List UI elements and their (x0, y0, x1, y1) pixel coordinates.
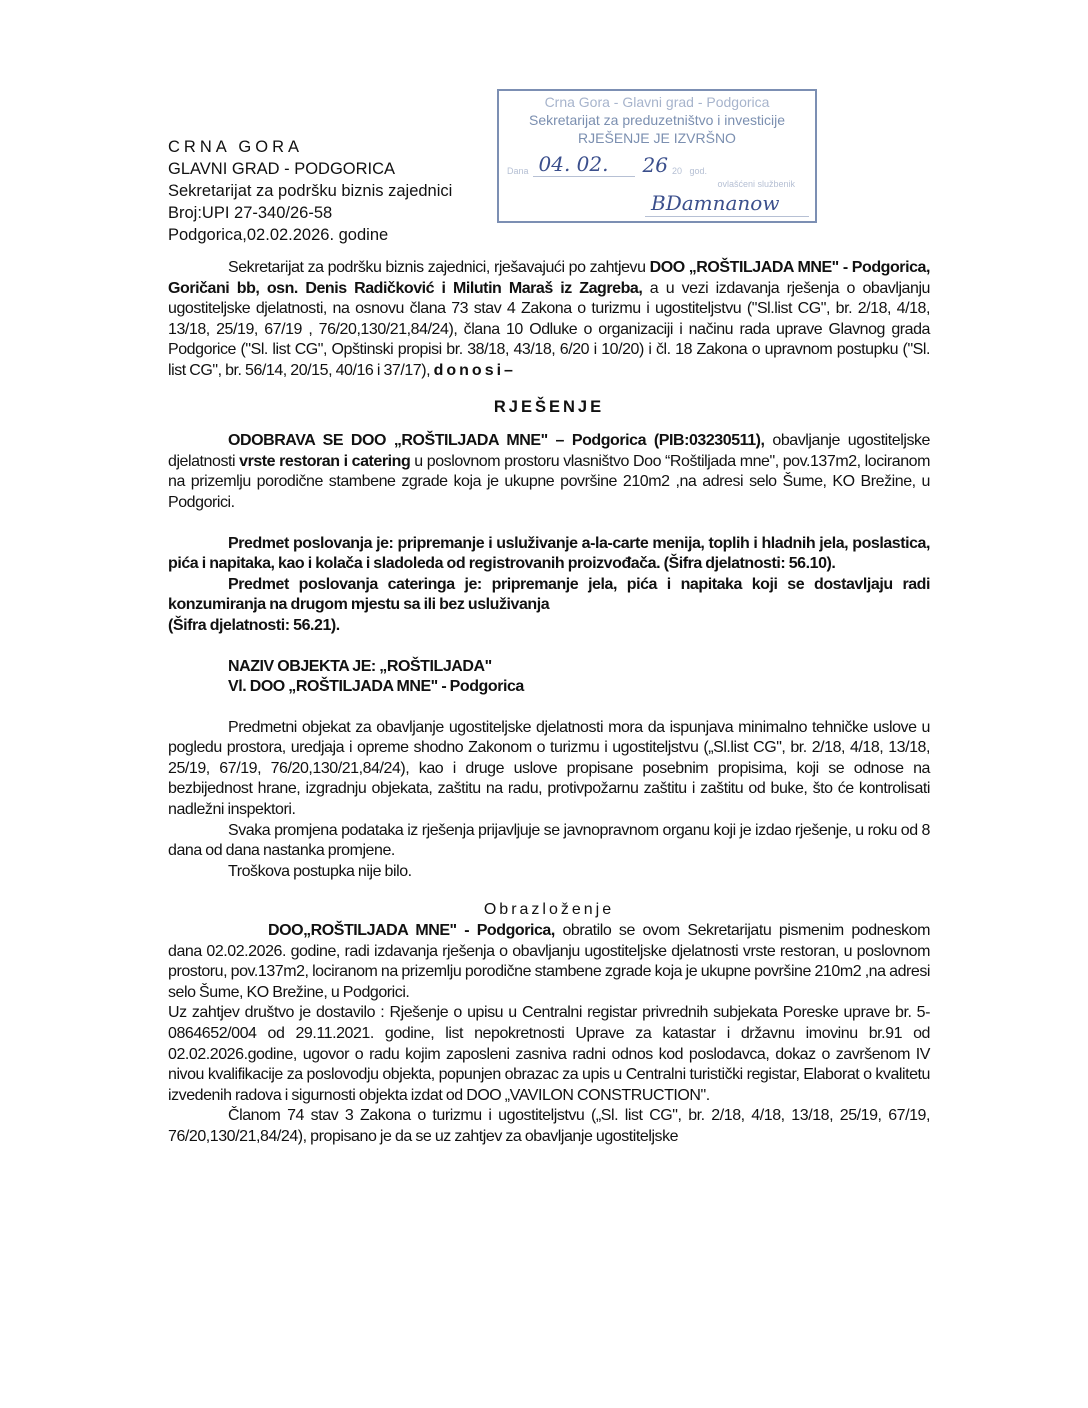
city: GLAVNI GRAD - PODGORICA (168, 160, 396, 178)
changes-paragraph: Svaka promjena podataka iz rješenja prijavljuje se javnopravnom organu koji je izdao rješenje, u roku od 8 dana od dana nastanka promjene. (168, 821, 930, 860)
article74-paragraph: Članom 74 stav 3 Zakona o turizmu i ugostiteljstvu („Sl. list CG", br. 2/18, 4/18, 13/18, 25/19, 67/19, 76/20,130/21,84/24), propisano je da se uz zahtjev za obavljanje ugostiteljske (168, 1107, 930, 1145)
stamp-line2: Sekretarijat za preduzetništvo i investicije (528, 112, 785, 128)
stamp-hand-year: 26 (642, 153, 668, 177)
catering-code: (Šifra djelatnosti: 56.21). (168, 616, 340, 634)
decision-title: RJEŠENJE (493, 397, 605, 416)
attachments-paragraph: Uz zahtjev društvo je dostavilo : Rješenje o upisu u Centralni registar privrednih subjekata Poreske uprave br. 5-0864652/004 od 29.11.2021. godine, list nepokretnosti Uprave za katastar i državnu imovinu br.91 od 02.02.2026.godine, ugovor o radu kojim zaposleni zasniva radni odnos kod poslodavca, dokaz o završenom IV nivou kvalifikacije za poslovodju objekta, popunjen obrazac za upis u Centralni turistički registar, Elaborat o kvalitetu izvedenih radova i sigurnosti objekta izdat od DOO „VAVILON CONSTRUCTION". (168, 1004, 930, 1104)
reasoning-paragraph: DOO„ROŠTILJADA MNE" - Podgorica, obratilo se ovom Sekretarijatu pismenim podneskom dana 02.02.2026. godine, radi izdavanja rješenja o obavljanju ugostiteljske djelatnosti vrste restoran, u poslovnom prostoru, pov.137m2, lociranom na prizemlju porodične stambene zgrade koja je ukupne površine 210m2 ,na adresi selo Šume, KO Brežine, u Podgorici. (168, 922, 930, 1001)
conditions-paragraph: Predmetni objekat za obavljanje ugostiteljske djelatnosti mora da ispunjava minimalno tehničke uslove u pogledu prostora, uredjaja i opreme shodno Zakonom o turizmu i ugostiteljstvu („Sl.list CG", br. 2/18, 4/18, 13/18, 25/19, 67/19, 76/20,130/21,84/24), kao i druge uslove propisane posebnim propisima, koji se odnose na bezbijednost hrane, izgradnju objekata, zaštitu na radu, protivpožarnu zaštitu i zaštitu od buke, što će kontrolisati nadležni inspektori. (168, 718, 930, 819)
place-date: Podgorica,02.02.2026. godine (168, 226, 389, 244)
object-name: NAZIV OBJEKTA JE: „ROŠTILJADA" (228, 657, 492, 675)
stamp-line3: RJEŠENJE JE IZVRŠNO (578, 130, 736, 146)
signature: BDamnanow (645, 191, 809, 217)
stamp-year-label: 20 god. (671, 166, 707, 176)
stamp-line1: Crna Gora - Glavni grad - Podgorica (544, 94, 770, 110)
document-body (168, 258, 930, 1148)
object-owner: Vl. DOO „ROŠTILJADA MNE" - Podgorica (228, 678, 524, 696)
stamp-signature-row (499, 191, 815, 217)
document-header (168, 136, 452, 246)
country: CRNA GORA (168, 138, 304, 156)
costs-paragraph: Troškova postupka nije bilo. (228, 862, 412, 880)
enforceability-stamp (497, 89, 817, 223)
intro-paragraph: Sekretarijat za podršku biznis zajednici, rješavajući po zahtjevu DOO „ROŠTILJADA MNE" - Podgorica, Goričani bb, osn. Denis Radičković i Milutin Maraš iz Zagreba, a u vezi izdavanja rješenja o obavljanju ugostiteljske djelatnosti, na osnovu člana 73 stav 4 Zakona o turizmu i ugostiteljstvu ("Sl.list CG", br. 2/18, 4/18, 13/18, 25/19, 67/19 , 76/20,130/21,84/24), člana 10 Odluke o organizaciji i načinu rada uprave Glavnog grada Podgorice ("Sl. list CG", Opštinski propisi br. 38/18, 43/18, 6/20 i 10/20) i čl. 18 Zakona o upravnom postupku ("Sl. list CG", br. 56/14, 20/15, 40/16 i 37/17), donosi– (168, 259, 930, 379)
stamp-hand-date: 04. 02. (533, 152, 635, 177)
stamp-date-label: Dana (507, 166, 529, 176)
reasoning-title: Obrazloženje (483, 901, 615, 919)
document-number: Broj:UPI 27-340/26-58 (168, 204, 333, 222)
business-subject: Predmet poslovanja je: pripremanje i usluživanje a-la-carte menija, toplih i hladnih jela, poslastica, pića i napitaka, kao i kolača i sladoleda od registrovanih proizvođača. (Šifra djelatnosti: 56.10). (168, 534, 930, 573)
catering-subject: Predmet poslovanja cateringa je: pripremanje jela, pića i napitaka koji se dostavljaju radi konzumiranja na drugom mjestu sa ili bez usluživanja (168, 575, 930, 614)
stamp-official-label: ovlašćeni službenik (717, 179, 795, 189)
secretariat: Sekretarijat za podršku biznis zajednici (168, 182, 453, 200)
stamp-date-row (499, 149, 815, 177)
decision-paragraph: ODOBRAVA SE DOO „ROŠTILJADA MNE" – Podgorica (PIB:03230511), obavljanje ugostiteljske djelatnosti vrste restoran i catering u poslovnom prostoru vlasništvo Doo “Roštiljada mne", pov.137m2, lociranom na prizemlju porodične stambene zgrade koja je ukupne površine 210m2 ,na adresi selo Šume, KO Brežine, u Podgorici. (168, 432, 930, 511)
